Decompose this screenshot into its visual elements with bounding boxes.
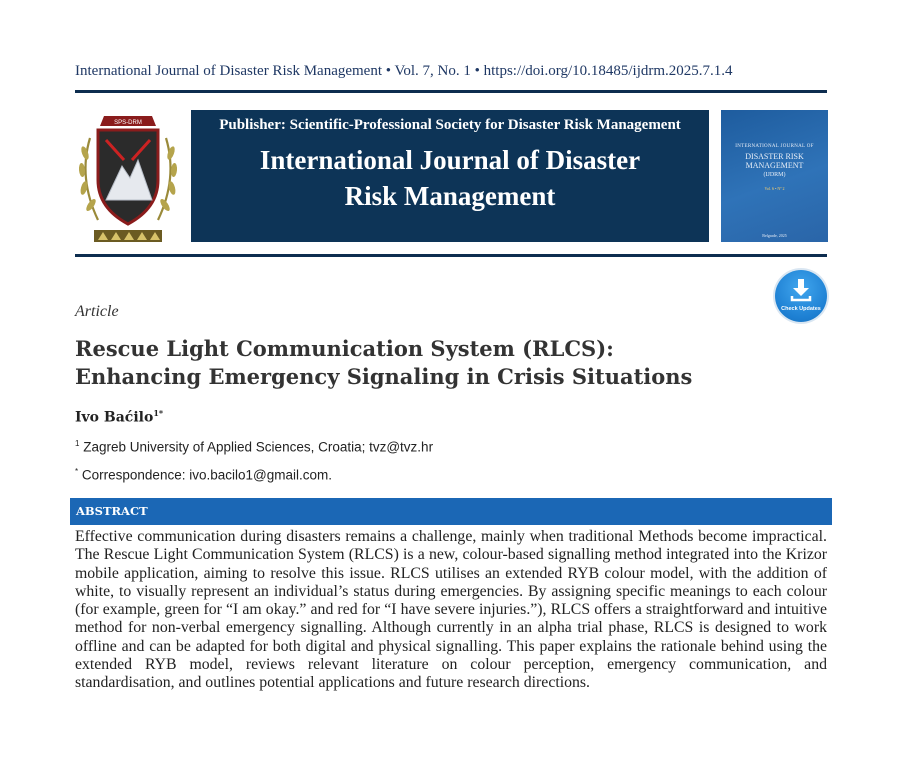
- paper-title-line2: Enhancing Emergency Signaling in Crisis Situations: [75, 364, 693, 389]
- cover-line1: INTERNATIONAL JOURNAL OF: [735, 144, 814, 149]
- correspondence-mark: *: [75, 467, 79, 476]
- author-affiliation-marks: 1*: [153, 408, 164, 418]
- cover-line2: DISASTER RISK MANAGEMENT: [745, 152, 804, 170]
- check-updates-label: Check Updates: [781, 306, 821, 312]
- header-rule-bottom: [75, 254, 827, 257]
- header-rule-top: [75, 90, 827, 93]
- affiliation-text: Zagreb University of Applied Sciences, Croatia; tvz@tvz.hr: [83, 439, 434, 455]
- emblem-ribbon-text: SPS-DRM: [114, 120, 142, 126]
- affiliation-mark: 1: [75, 439, 80, 448]
- society-emblem-icon: [76, 108, 180, 244]
- paper-title-line1: Rescue Light Communication System (RLCS):: [75, 336, 614, 361]
- journal-title: [191, 142, 709, 214]
- cover-line4: Vol. 6 • Nº 2: [764, 186, 785, 191]
- paper-title: [75, 335, 775, 391]
- abstract-text: Effective communication during disasters remains a challenge, mainly when traditional Methods become impractical. The Rescue Light Communication System (RLCS) is a new, colour-based signalling method integrated into the Krizor mobile application, aiming to resolve this issue. RLCS utilises an extended RYB colour model, with the addition of white, to visually represent an individual’s status during emergencies. By assigning specific meanings to each colour (for example, green for “I am okay.” and red for “I have severe injuries.”), RLCS offers a straightforward and intuitive method for non-verbal emergency signalling. Although currently in an alpha trial phase, RLCS is designed to work offline and can be adapted for both digital and physical signalling. This paper explains the rationale behind using the extended RYB model, reviews relevant literature on colour perception, emergency communication, and standardisation, and outlines potential applications and future research directions.: [75, 528, 827, 692]
- correspondence-text: Correspondence: ivo.bacilo1@gmail.com.: [81, 467, 332, 483]
- journal-title-line1: International Journal of Disaster: [259, 145, 641, 175]
- journal-cover-thumbnail: [721, 110, 828, 242]
- journal-banner: [191, 110, 709, 242]
- affiliation-line: [75, 439, 433, 455]
- cover-line3: (IJDRM): [763, 172, 786, 178]
- journal-title-line2: Risk Management: [344, 181, 556, 211]
- author-line: [75, 408, 163, 426]
- cover-line5: Belgrade, 2025: [762, 233, 787, 238]
- download-arrow-icon: [789, 277, 813, 303]
- journal-citation-line: International Journal of Disaster Risk Management • Vol. 7, No. 1 • https://doi.org/10.18485/ijdrm.2025.7.1.4: [75, 63, 733, 79]
- correspondence-line: [75, 467, 332, 483]
- publisher-line: Publisher: Scientific-Professional Society for Disaster Risk Management: [219, 117, 681, 133]
- author-name: Ivo Baćilo: [75, 409, 154, 426]
- abstract-heading: ABSTRACT: [70, 498, 832, 525]
- check-updates-button[interactable]: [775, 270, 827, 322]
- article-type: Article: [75, 303, 119, 320]
